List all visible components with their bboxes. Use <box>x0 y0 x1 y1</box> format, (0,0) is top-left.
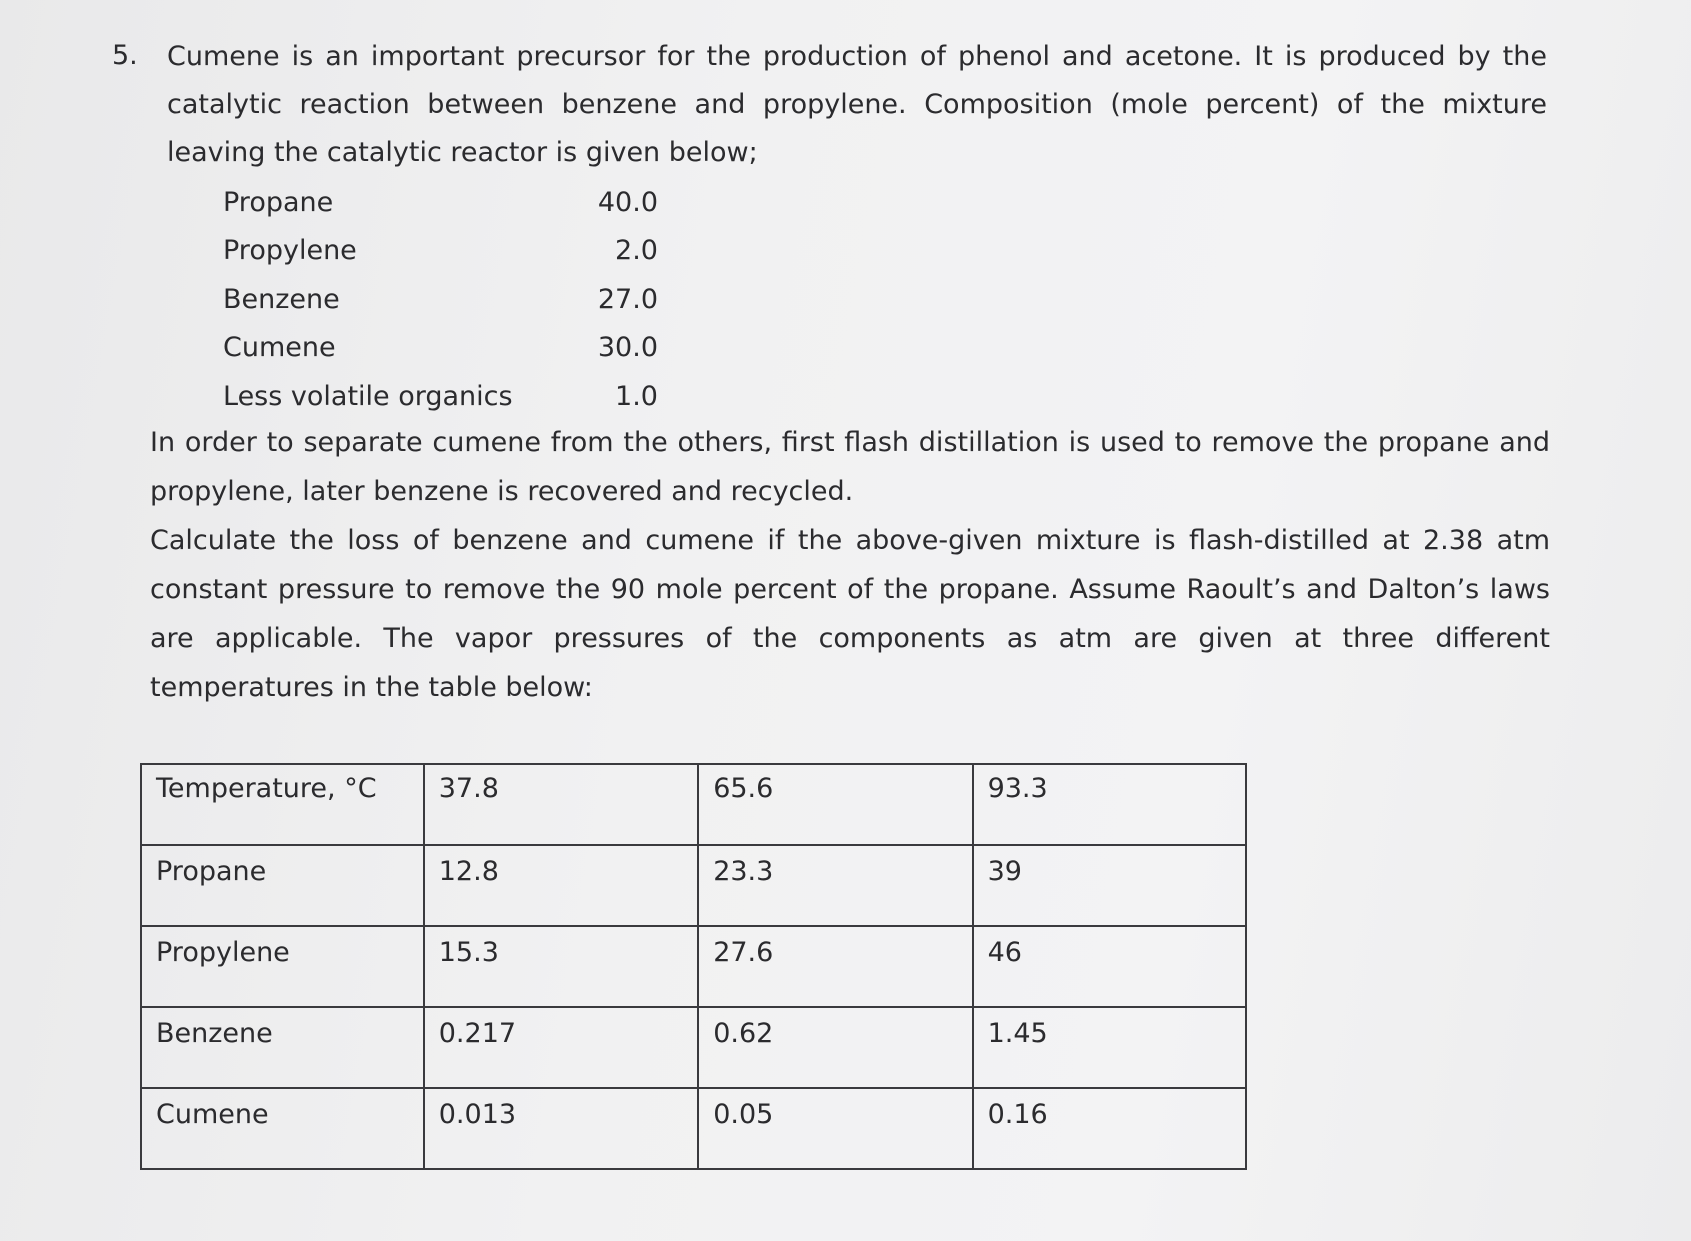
table-cell: 37.8 <box>424 764 698 845</box>
vapor-pressure-table <box>140 763 1247 1170</box>
table-cell: 15.3 <box>424 926 698 1007</box>
table-cell: Benzene <box>141 1007 424 1088</box>
composition-row <box>223 324 658 373</box>
component-name: Benzene <box>223 283 340 315</box>
component-name: Propylene <box>223 235 357 267</box>
task-paragraph: Calculate the loss of benzene and cumene if the above-given mixture is flash-distilled at 2.38 atm constant pressure to remove the 90 mole percent of the propane. Assume Raoult’s and Dalton’s laws are applicable. The vapor pressures of the components as atm are given at three different temperatures in the table below: <box>150 525 1550 703</box>
table-row <box>141 1007 1246 1088</box>
component-value: 2.0 <box>615 235 658 267</box>
table-row <box>141 1088 1246 1169</box>
separation-paragraph: In order to separate cumene from the others, first flash distillation is used to remove the propane and propylene, later benzene is recovered and recycled. <box>150 427 1550 507</box>
table-cell: 46 <box>973 926 1246 1007</box>
component-value: 40.0 <box>597 186 658 218</box>
component-value: 30.0 <box>597 332 658 364</box>
table-cell: Propylene <box>141 926 424 1007</box>
table-row <box>141 845 1246 926</box>
composition-row <box>223 178 658 227</box>
table-row <box>141 926 1246 1007</box>
table-cell: Cumene <box>141 1088 424 1169</box>
table-cell: 93.3 <box>973 764 1246 845</box>
table-cell: 0.16 <box>973 1088 1246 1169</box>
composition-row <box>223 275 658 324</box>
component-name: Propane <box>223 186 334 218</box>
table-cell: 0.013 <box>424 1088 698 1169</box>
component-value: 1.0 <box>615 380 658 412</box>
table-cell: Propane <box>141 845 424 926</box>
composition-row <box>223 372 658 421</box>
table-cell: 12.8 <box>424 845 698 926</box>
component-name: Cumene <box>223 332 336 364</box>
table-cell: Temperature, °C <box>141 764 424 845</box>
question-intro: Cumene is an important precursor for the production of phenol and acetone. It is produced by the catalytic reaction between benzene and propylene. Composition (mole percent) of the mixture leaving the catalytic reactor is given below; <box>167 41 1547 168</box>
composition-row <box>223 227 658 276</box>
component-name: Less volatile organics <box>223 380 513 412</box>
table-cell: 1.45 <box>973 1007 1246 1088</box>
table-cell: 0.62 <box>698 1007 972 1088</box>
composition-list <box>223 178 658 421</box>
table-cell: 0.217 <box>424 1007 698 1088</box>
table-cell: 23.3 <box>698 845 972 926</box>
component-value: 27.0 <box>597 283 658 315</box>
table-cell: 27.6 <box>698 926 972 1007</box>
table-cell: 0.05 <box>698 1088 972 1169</box>
question-number: 5. <box>112 40 138 71</box>
table-header-row <box>141 764 1246 845</box>
table-cell: 65.6 <box>698 764 972 845</box>
table-cell: 39 <box>973 845 1246 926</box>
